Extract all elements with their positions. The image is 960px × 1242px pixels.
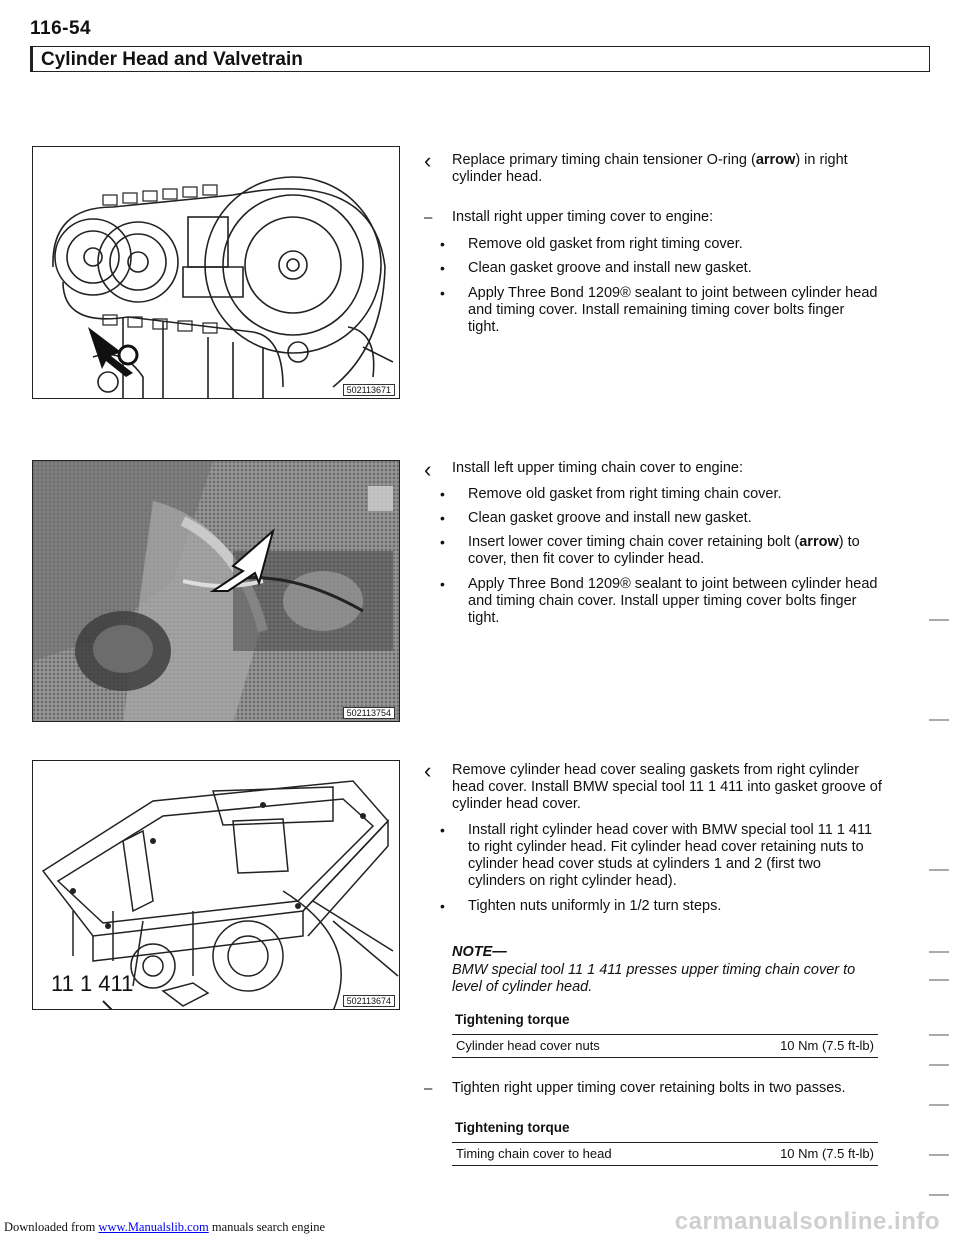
torque-value: 10 Nm (7.5 ft-lb) — [780, 1146, 874, 1161]
bullet-item: Tighten nuts uniformly in 1/2 turn steps. — [468, 898, 722, 914]
engine-photo — [33, 461, 400, 722]
footer-download-note: Downloaded from www.Manualslib.com manuals search engine — [4, 1220, 325, 1234]
tool-label: 11 1 411 — [51, 971, 134, 996]
pointer-left-icon: ‹ — [424, 758, 432, 783]
manualslib-link[interactable]: www.Manualslib.com — [98, 1220, 209, 1234]
figure-left-timing-cover-photo — [32, 460, 400, 722]
timing-chain-drawing — [33, 147, 400, 399]
bullet-item: Install right cylinder head cover with BMW special tool 11 1 411 to right cylinder head. Fit cylinder head cover retaining nuts to cylinder head cover studs at cylinders 1 and 2 (first two cylinders on right cylinder head). — [468, 822, 873, 889]
page-number: 116-54 — [30, 18, 92, 39]
bullet-icon: • — [440, 576, 445, 592]
bullet-item: Insert lower cover timing chain cover retaining bolt (arrow) to cover, then fit cover to cylinder head. — [468, 534, 860, 567]
figure-id: 502113674 — [343, 995, 395, 1007]
paragraph: Replace primary timing chain tensioner O-ring (arrow) in right cylinder head. — [452, 152, 848, 185]
step: Install right upper timing cover to engine: — [452, 209, 714, 225]
bullet-icon: • — [440, 486, 445, 502]
section-title: Cylinder Head and Valvetrain — [41, 49, 303, 70]
bullet-icon: • — [440, 822, 445, 838]
figure-id: 502113671 — [343, 384, 395, 396]
bullet-icon: • — [440, 285, 445, 301]
margin-marks — [925, 100, 955, 1200]
pointer-left-icon: ‹ — [424, 457, 432, 482]
step: Tighten right upper timing cover retaining bolts in two passes. — [452, 1080, 846, 1096]
pointer-left-icon: ‹ — [424, 148, 432, 173]
note-body: BMW special tool 11 1 411 presses upper timing chain cover to level of cylinder head. — [452, 962, 856, 995]
paragraph: Remove cylinder head cover sealing gaskets from right cylinder head cover. Install BMW special tool 11 1 411 into gasket groove of cylinder head cover. — [452, 762, 882, 812]
torque-title: Tightening torque — [455, 1120, 570, 1135]
bullet-item: Clean gasket groove and install new gasket. — [468, 510, 752, 526]
torque-row — [452, 1034, 878, 1058]
torque-label: Cylinder head cover nuts — [456, 1038, 600, 1053]
torque-row — [452, 1142, 878, 1166]
dash-icon: – — [424, 209, 433, 226]
torque-title: Tightening torque — [455, 1012, 570, 1027]
bullet-icon: • — [440, 510, 445, 526]
torque-label: Timing chain cover to head — [456, 1146, 612, 1161]
bullet-item: Apply Three Bond 1209® sealant to joint between cylinder head and timing cover. Install remaining timing cover bolts finger tight. — [468, 285, 878, 335]
bullet-item: Apply Three Bond 1209® sealant to joint between cylinder head and timing chain cover. Install upper timing cover bolts finger tight. — [468, 576, 878, 626]
paragraph: Install left upper timing chain cover to engine: — [452, 460, 743, 476]
bullet-item: Clean gasket groove and install new gasket. — [468, 260, 752, 276]
figure-cylinder-head-cover — [32, 760, 400, 1010]
bullet-icon: • — [440, 898, 445, 914]
figure-timing-chain-tensioner — [32, 146, 400, 399]
head-cover-drawing — [33, 761, 400, 1010]
bullet-icon: • — [440, 260, 445, 276]
bullet-icon: • — [440, 236, 445, 252]
figure-id: 502113754 — [343, 707, 395, 719]
bullet-item: Remove old gasket from right timing cover. — [468, 236, 743, 252]
bullet-icon: • — [440, 534, 445, 550]
dash-icon: – — [424, 1080, 433, 1097]
watermark-site: carmanualsonline.info — [674, 1208, 940, 1235]
note-title: NOTE— — [452, 944, 507, 960]
section-header — [30, 46, 930, 72]
bullet-item: Remove old gasket from right timing chain cover. — [468, 486, 782, 502]
torque-value: 10 Nm (7.5 ft-lb) — [780, 1038, 874, 1053]
